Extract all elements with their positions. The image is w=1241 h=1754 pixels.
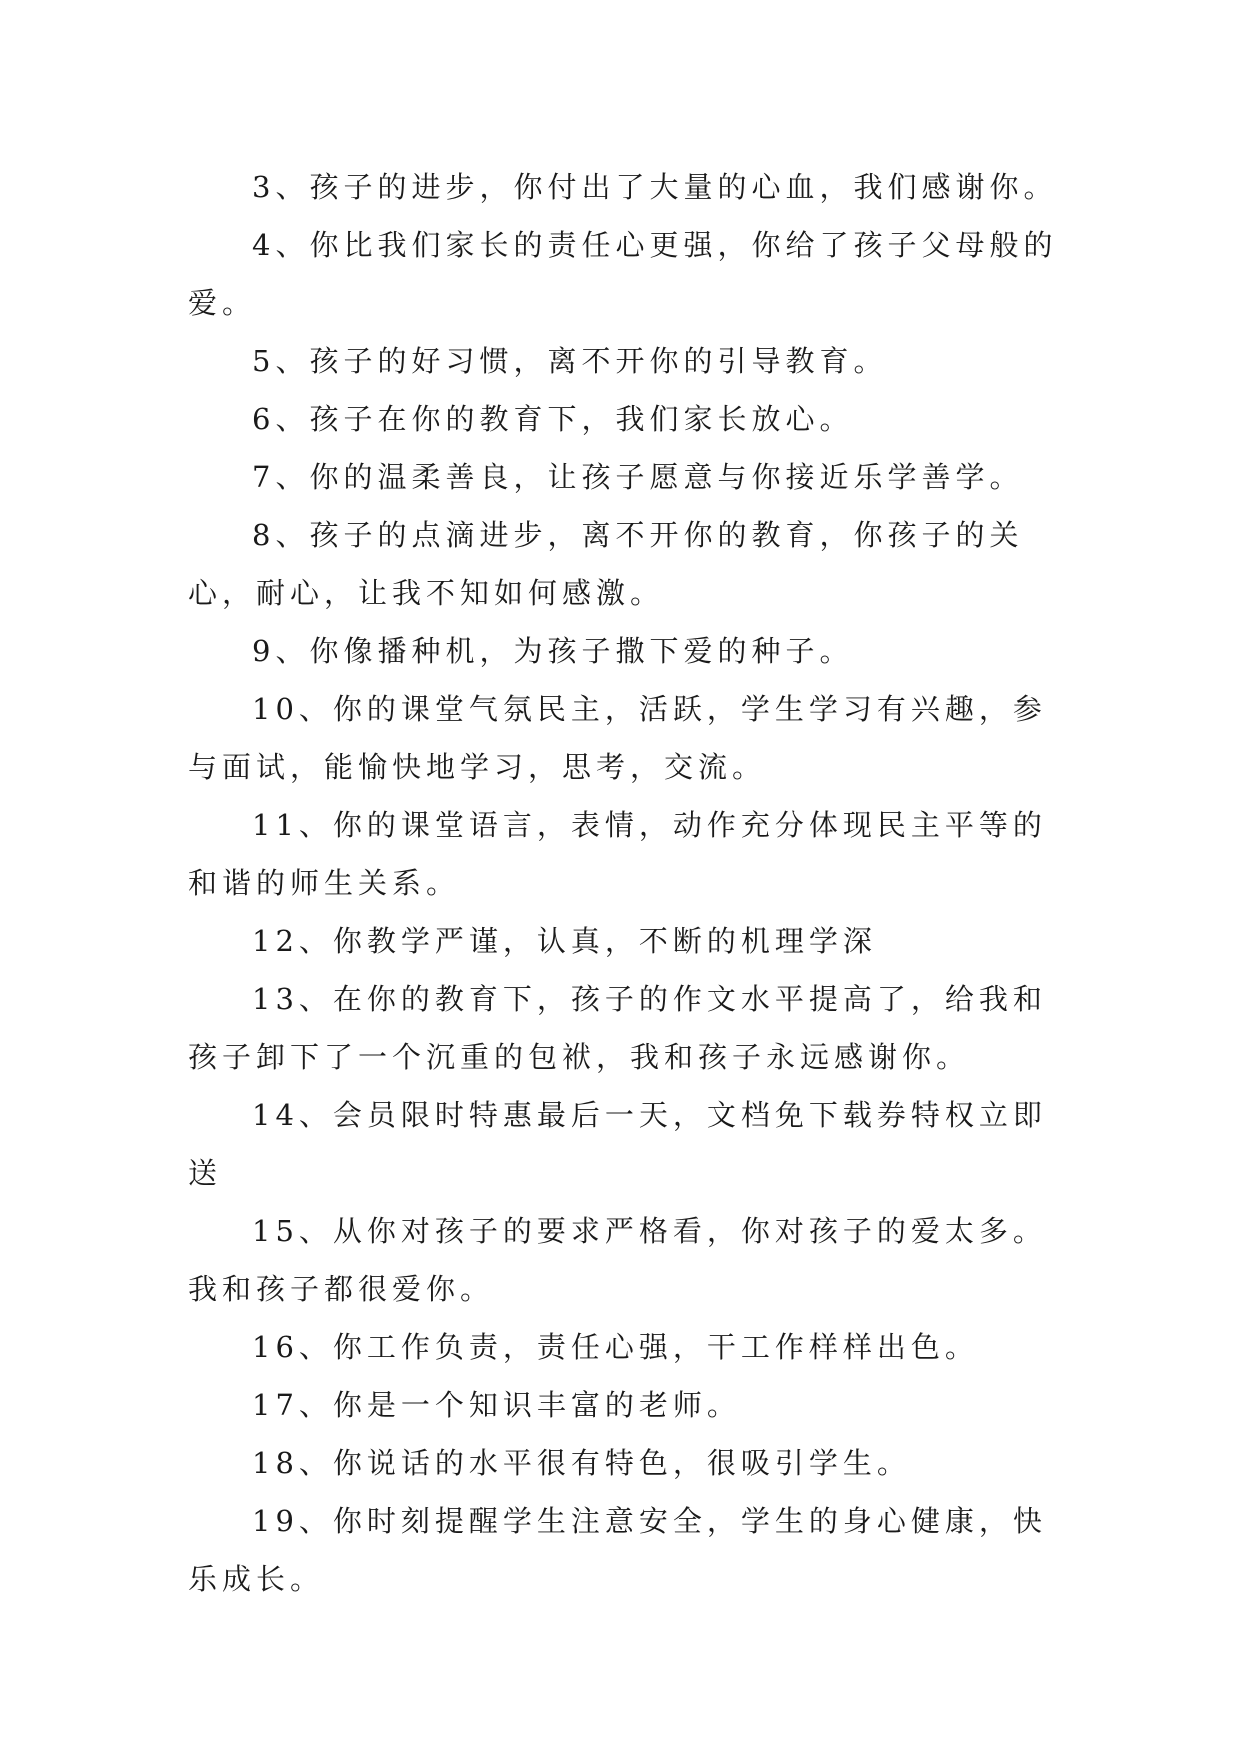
paragraph: 15、从你对孩子的要求严格看，你对孩子的爱太多。我和孩子都很爱你。 [188, 1214, 1047, 1306]
paragraph: 14、会员限时特惠最后一天，文档免下载券特权立即送 [188, 1098, 1047, 1190]
paragraph: 18、你说话的水平很有特色，很吸引学生。 [252, 1446, 911, 1480]
paragraph: 3、孩子的进步，你付出了大量的心血，我们感谢你。 [252, 170, 1058, 204]
paragraph: 13、在你的教育下，孩子的作文水平提高了，给我和孩子卸下了一个沉重的包袱，我和孩子永远感谢你。 [188, 982, 1047, 1074]
paragraph: 7、你的温柔善良，让孩子愿意与你接近乐学善学。 [252, 460, 1024, 494]
paragraph: 19、你时刻提醒学生注意安全，学生的身心健康，快乐成长。 [188, 1504, 1047, 1596]
paragraph: 4、你比我们家长的责任心更强，你给了孩子父母般的爱。 [188, 228, 1058, 320]
paragraph: 9、你像播种机，为孩子撒下爱的种子。 [252, 634, 854, 668]
paragraph: 17、你是一个知识丰富的老师。 [252, 1388, 741, 1422]
paragraph: 11、你的课堂语言，表情，动作充分体现民主平等的和谐的师生关系。 [188, 808, 1047, 900]
paragraph: 6、孩子在你的教育下，我们家长放心。 [252, 402, 854, 436]
paragraph: 8、孩子的点滴进步，离不开你的教育，你孩子的关心，耐心，让我不知如何感激。 [188, 518, 1024, 610]
document-body [188, 158, 1058, 1608]
paragraph: 10、你的课堂气氛民主，活跃，学生学习有兴趣，参与面试，能愉快地学习，思考，交流。 [188, 692, 1047, 784]
paragraph: 5、孩子的好习惯，离不开你的引导教育。 [252, 344, 888, 378]
paragraph: 16、你工作负责，责任心强，干工作样样出色。 [252, 1330, 979, 1364]
paragraph: 12、你教学严谨，认真，不断的机理学深 [252, 924, 877, 958]
